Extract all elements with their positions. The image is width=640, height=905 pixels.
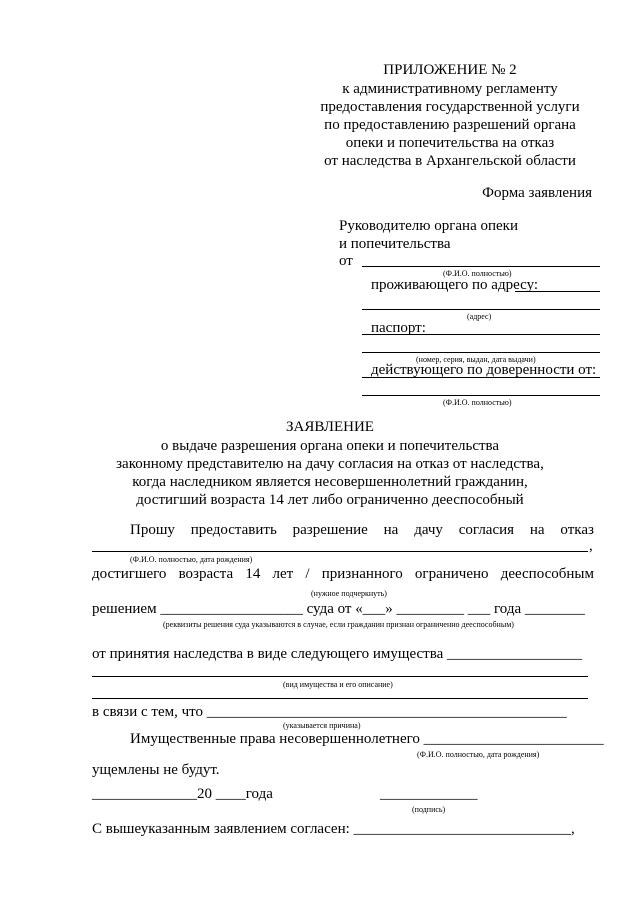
rights-line[interactable]: Имущественные права несовершеннолетнего ________________________ [130, 731, 604, 747]
form-label: Форма заявления [482, 185, 592, 201]
appendix-line: от наследства в Архангельской области [324, 153, 576, 169]
appendix-line: предоставления государственной услуги [320, 99, 580, 115]
appendix-line: к административному регламенту [342, 81, 558, 97]
statement-subtitle: достигший возраста 14 лет либо ограниченно дееспособный [136, 492, 524, 508]
appendix-line: опеки и попечительства на отказ [345, 135, 555, 151]
decision-hint: (реквизиты решения суда указываются в случае, если гражданин признан ограниченно дееспособным) [163, 620, 514, 629]
date-line[interactable]: ______________20 ____года [92, 786, 273, 802]
statement-heading: ЗАЯВЛЕНИЕ [286, 419, 374, 435]
fio-hint: (Ф.И.О. полностью) [443, 269, 512, 278]
underline-hint: (нужное подчеркнуть) [311, 589, 387, 598]
statement-subtitle: законному представителю на дачу согласия на отказ от наследства, [116, 456, 544, 472]
passport-hint: (номер, серия, выдан, дата выдачи) [416, 355, 536, 364]
passport-label: паспорт: [371, 320, 426, 336]
signature-field-line[interactable]: _____________ [380, 786, 478, 802]
signature-hint: (подпись) [412, 805, 446, 814]
reason-line[interactable]: в связи с тем, что ________________________________________________ [92, 704, 567, 720]
fio-birth-hint: (Ф.И.О. полностью, дата рождения) [130, 555, 253, 564]
property-line[interactable]: от принятия наследства в виде следующего имущества __________________ [92, 646, 583, 662]
address-field-line[interactable] [362, 309, 600, 310]
reached-age-line: достигшего возраста 14 лет / признанного ограничено дееспособным [92, 566, 594, 582]
court-decision-line[interactable]: решением ___________________ суда от «___» _________ ___ года ________ [92, 601, 585, 617]
proxy-field-line[interactable] [362, 377, 600, 378]
passport-field-line[interactable] [362, 334, 600, 335]
proxy-hint: (Ф.И.О. полностью) [443, 398, 512, 407]
property-hint: (вид имущества и его описание) [283, 680, 393, 689]
from-label: от [339, 253, 353, 269]
child-fio-field-line[interactable] [92, 551, 588, 552]
property-field-line[interactable] [92, 676, 588, 677]
proxy-label: действующего по доверенности от: [371, 362, 597, 378]
reason-hint: (указывается причина) [283, 721, 361, 730]
request-line: Прошу предоставить разрешение на дачу согласия на отказ [130, 522, 594, 538]
passport-field-line[interactable] [362, 352, 600, 353]
rights-hint: (Ф.И.О. полностью, дата рождения) [417, 750, 540, 759]
property-field-line[interactable] [92, 698, 588, 699]
not-infringed-text: ущемлены не будут. [92, 762, 220, 778]
residing-label: проживающего по адресу: [371, 277, 539, 293]
addressee-line: Руководителю органа опеки [339, 218, 518, 234]
proxy-field-line[interactable] [362, 395, 600, 396]
comma: , [589, 538, 593, 554]
addressee-line: и попечительства [339, 236, 451, 252]
address-hint: (адрес) [467, 312, 492, 321]
statement-subtitle: о выдаче разрешения органа опеки и попечительства [160, 438, 500, 454]
fio-field-line[interactable] [362, 266, 600, 267]
statement-subtitle: когда наследником является несовершеннолетний гражданин, [132, 474, 528, 490]
address-field-line[interactable] [515, 291, 600, 292]
consent-line[interactable]: С вышеуказанным заявлением согласен: _____________________________, [92, 821, 575, 837]
appendix-title: ПРИЛОЖЕНИЕ № 2 [383, 62, 517, 78]
appendix-line: по предоставлению разрешений органа [324, 117, 576, 133]
